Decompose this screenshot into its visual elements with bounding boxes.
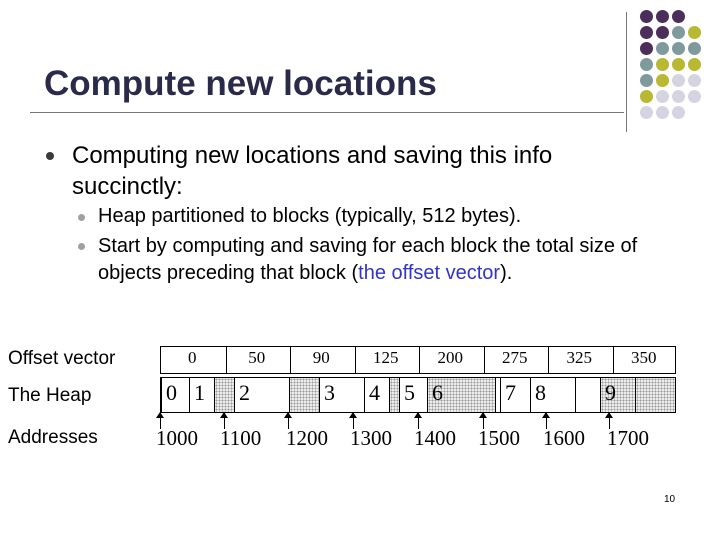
offset-vector-divider: [613, 347, 614, 373]
heap-object-number: 9: [605, 380, 616, 405]
sub-bullet-marker: [78, 214, 85, 221]
sub-bullet-2-text: [98, 233, 698, 287]
sub-bullet-2-pre: Start by computing and saving for each block the total size of objects preceding that block (: [98, 235, 638, 284]
heap-object-number: 4: [369, 380, 380, 405]
address-label: 1700: [607, 426, 649, 450]
address-label: 1400: [414, 426, 456, 450]
heap-object: [319, 378, 364, 412]
offset-vector-value: 325: [566, 348, 592, 367]
heap-object: [364, 378, 389, 412]
decor-dot: [656, 42, 669, 55]
decor-dot: [688, 90, 701, 103]
decor-dot: [640, 90, 653, 103]
heap-free-space: [575, 378, 600, 412]
heap-free-space: [635, 378, 675, 412]
address-label: 1200: [286, 426, 328, 450]
heap-object: [530, 378, 575, 412]
offset-vector-divider: [226, 347, 227, 373]
offset-vector-divider: [548, 347, 549, 373]
slide-title: Compute new locations: [44, 64, 437, 103]
offset-vector-value: 50: [248, 348, 266, 367]
decor-dot: [656, 106, 669, 119]
decor-dot: [640, 74, 653, 87]
heap-object-number: 5: [404, 380, 415, 405]
decor-dot: [688, 58, 701, 71]
address-label: 1300: [350, 426, 392, 450]
decor-dot: [656, 26, 669, 39]
offset-vector-divider: [484, 347, 485, 373]
decor-dot: [672, 106, 685, 119]
decor-dot: [640, 42, 653, 55]
offset-vector-value: 0: [188, 348, 197, 367]
heap-object-number: 2: [239, 380, 250, 405]
decor-dot: [672, 26, 685, 39]
decor-dot: [688, 74, 701, 87]
offset-vector-highlight: the offset vector: [358, 262, 501, 284]
decor-dot: [640, 106, 653, 119]
offset-vector-value: 90: [312, 348, 330, 367]
heap-object-number: 6: [432, 380, 443, 405]
heap-object-number: 1: [194, 380, 205, 405]
sub-bullet-marker: [78, 243, 85, 250]
heap-object: [427, 378, 495, 412]
heap-diagram: [160, 377, 676, 413]
addresses-label: Addresses: [8, 427, 98, 448]
offset-vector-value: 275: [502, 348, 528, 367]
decor-dot: [672, 90, 685, 103]
decor-dot: [640, 26, 653, 39]
address-label: 1500: [478, 426, 520, 450]
offset-vector-divider: [355, 347, 356, 373]
page-number: 10: [664, 494, 676, 505]
sub-bullet-2-post: ).: [500, 262, 513, 284]
decor-dot: [640, 58, 653, 71]
address-label: 1600: [543, 426, 585, 450]
heap-object: [234, 378, 289, 412]
decor-dot: [672, 74, 685, 87]
offset-vector-value: 125: [373, 348, 399, 367]
decor-dot: [672, 42, 685, 55]
decor-dot: [688, 42, 701, 55]
decor-vertical-line: [626, 12, 627, 132]
heap-label: The Heap: [8, 385, 92, 406]
decor-dot: [656, 90, 669, 103]
heap-object: [500, 378, 530, 412]
decor-dot: [656, 10, 669, 23]
heap-free-space: [389, 378, 399, 412]
heap-free-space: [289, 378, 319, 412]
offset-vector-label: Offset vector: [8, 348, 116, 369]
address-label: 1000: [156, 426, 198, 450]
heap-object-number: 3: [324, 380, 335, 405]
heap-object: [600, 378, 635, 412]
offset-vector-divider: [419, 347, 420, 373]
heap-object-number: 7: [505, 380, 516, 405]
offset-vector-divider: [290, 347, 291, 373]
sub-bullet-1-text: Heap partitioned to blocks (typically, 512 bytes).: [98, 205, 522, 227]
decor-dot: [656, 74, 669, 87]
heap-object: [189, 378, 214, 412]
decor-dot: [688, 26, 701, 39]
heap-object: [399, 378, 427, 412]
offset-vector-value: 200: [437, 348, 463, 367]
decor-dot: [640, 10, 653, 23]
heap-free-space: [214, 378, 234, 412]
offset-vector-table: [160, 346, 676, 374]
title-underline: [30, 112, 624, 113]
bullet-marker: [46, 152, 54, 160]
heap-object: [161, 378, 189, 412]
heap-object-number: 0: [166, 380, 177, 405]
main-bullet-text: Computing new locations and saving this info succinctly:: [72, 142, 553, 200]
address-label: 1100: [220, 426, 262, 450]
offset-vector-value: 350: [631, 348, 657, 367]
heap-object-number: 8: [535, 380, 546, 405]
decor-dot: [672, 58, 685, 71]
decor-dot: [656, 58, 669, 71]
decor-dot: [672, 10, 685, 23]
